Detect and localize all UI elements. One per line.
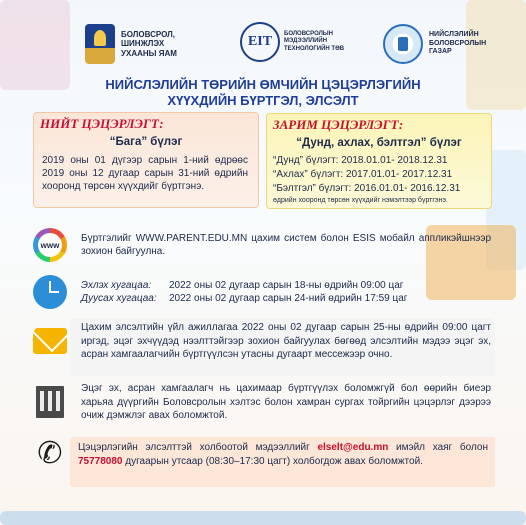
contact-text: Цэцэрлэгийн элсэлттэй холбоотой мэдээллийг elselt@edu.mn имэйл хаяг болон 75778080 дугаарын утсаар (08:30–17:30 цагт) холбогдож авах боломжтой.: [78, 442, 488, 467]
enrollment-notice-text: Цахим элсэлтийн үйл ажиллагаа 2022 оны 02 дугаар сарын 25-ны өдрийн 09:00 цагт иргэд, эцэг эхчүүдэд нээлттэйгээр зохион байгуулах бөгөөд элсэлтийн мэдээ эцэг эх, асран хамгаалагчийн бүртгүүлсэн утасны дугаарт мессежээр очно.: [81, 322, 491, 360]
age-range-item: “Ахлах” бүлэгт: 2017.01.01- 2017.12.31: [273, 169, 453, 180]
group-name: “Дунд, ахлах, бэлтгэл” бүлэг: [296, 137, 462, 149]
end-value: 2022 оны 02 дугаар сарын 24-ний өдрийн 17:59 цаг: [169, 293, 408, 304]
city-education-name: НИЙСЛЭЛИЙН БОЛОВСРОЛЫН ГАЗАР: [429, 31, 487, 56]
start-label: Эхлэх хугацаа:: [81, 279, 152, 291]
start-value: 2022 оны 02 дугаар сарын 18-ны өдрийн 09:00 цаг: [169, 279, 404, 291]
range-note: өдрийн хооронд төрсөн хүүхдийг нэмэлтээр бүртгэнэ.: [273, 197, 448, 204]
city-education-logo: [383, 24, 499, 64]
group-name: “Бага” бүлэг: [109, 136, 183, 148]
age-range-item: “Дунд” бүлэгт: 2018.01.01- 2018.12.31: [273, 155, 448, 166]
background-decoration: [0, 511, 526, 525]
title-line-2: ХҮҮХДИЙН БҮРТГЭЛ, ЭЛСЭЛТ: [167, 92, 359, 108]
enrollment-notice-row: [33, 321, 495, 362]
www-icon: [33, 228, 67, 262]
city-education-emblem-icon: [383, 24, 423, 64]
contact-row: [33, 437, 73, 471]
age-range-item: “Бэлтгэл” бүлэгт: 2016.01.01- 2016.12.31: [273, 183, 461, 194]
contact-phone[interactable]: 75778080: [78, 455, 123, 467]
end-label: Дуусах хугацаа:: [81, 293, 157, 304]
box-heading: НИЙТ ЦЭЦЭРЛЭГТ:: [40, 116, 164, 131]
in-person-support-row: [33, 382, 495, 423]
registration-channel-text: Бүртгэлийг WWW.PARENT.EDU.MN цахим систем болон ESIS мобайл аппликэйшнээр зохион байгуулна.: [81, 232, 491, 257]
in-person-support-text: Эцэг эх, асран хамгаалагч нь цахимаар бүртгүүлэх боломжгүй бол өөрийн биеэр харьяа дүүргийн Боловсролын хэлтэс болон хамран сургах тойргийн цэцэрлэг дээрээ очиж дэмжлэг авах боломжтой.: [81, 383, 491, 421]
eit-logo: [240, 22, 354, 62]
state-emblem-icon: [85, 24, 115, 64]
title-line-1: НИЙСЛЭЛИЙН ТӨРИЙН ӨМЧИЙН ЦЭЦЭРЛЭГИЙН: [105, 77, 421, 92]
envelope-icon: [33, 328, 67, 354]
registration-time-row: [33, 275, 495, 309]
www-icon-label: www: [38, 233, 62, 257]
page-title: [0, 77, 526, 108]
box-heading: ЗАРИМ ЦЭЦЭРЛЭГТ:: [273, 117, 404, 132]
box-body: 2019 оны 01 дүгээр сарын 1-ний өдрөөс 2019 оны 12 дугаар сарын 31-ний өдрийн хооронд төрсөн хүүхдийг бүртгэнэ.: [42, 155, 248, 192]
eit-logo-mark: EIT: [240, 22, 280, 62]
all-kindergartens-box: [33, 112, 259, 208]
ministry-logo: [85, 24, 196, 64]
some-kindergartens-box: [266, 113, 492, 209]
contact-email[interactable]: elselt@edu.mn: [317, 442, 389, 453]
clock-icon: [33, 275, 67, 309]
phone-icon: ✆: [37, 436, 63, 471]
ministry-name: БОЛОВСРОЛ, ШИНЖЛЭХ УХААНЫ ЯАМ: [121, 30, 177, 58]
eit-name: БОЛОВСРОЛЫН МЭДЭЭЛЛИЙН ТЕХНОЛОГИЙН ТӨВ: [284, 31, 345, 52]
registration-channel-row: [33, 228, 495, 262]
registration-time-text: [81, 279, 407, 306]
building-icon: [36, 386, 64, 418]
